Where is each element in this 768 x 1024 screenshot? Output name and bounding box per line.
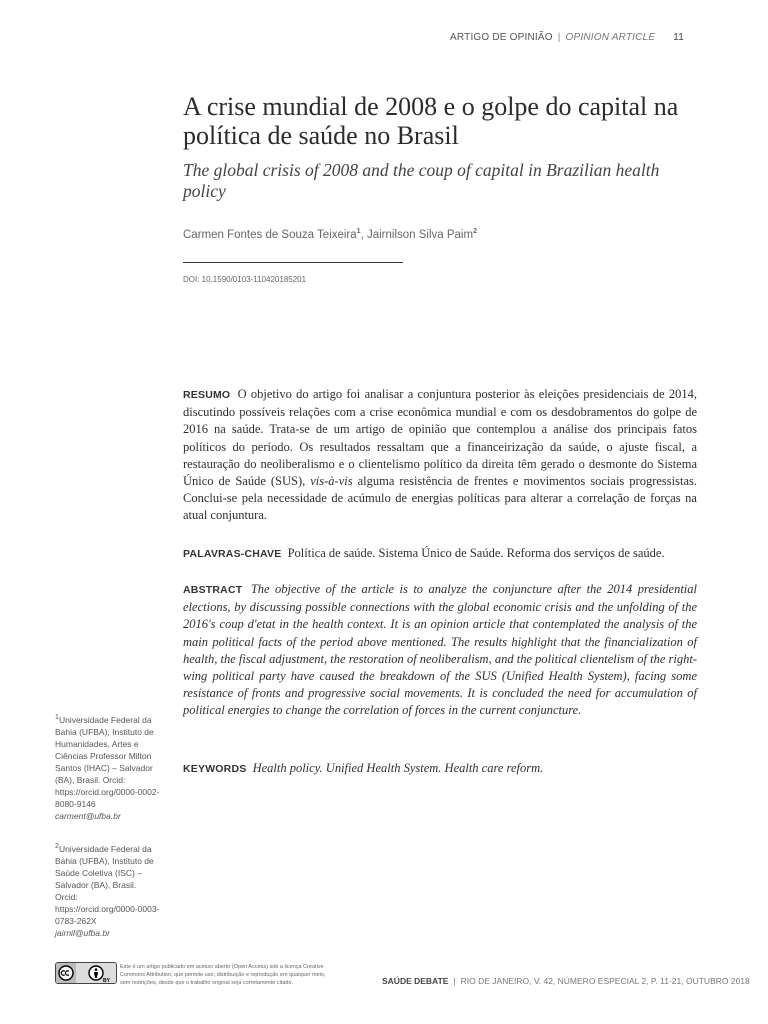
resumo-label: RESUMO	[183, 389, 231, 401]
abstract-label: ABSTRACT	[183, 584, 243, 596]
header-separator: |	[557, 32, 561, 43]
resumo-text-italic: vis-à-vis	[310, 474, 353, 489]
attribution-icon	[76, 963, 116, 983]
journal-citation: RIO DE JANEIRO, V. 42, NÚMERO ESPECIAL 2, P. 11-21, OUTUBRO 2018	[460, 976, 750, 986]
author-affiliation-marker: 2	[473, 228, 477, 235]
affiliation-text: Universidade Federal da Bahia (UFBA), Instituto de Humanidades, Artes e Ciências Professor Milton Santos (IHAC) – Salvador (BA), Brasil. Orcid: https://orcid.org/0000-0002-8080-9146	[55, 714, 160, 809]
article-subtitle: The global crisis of 2008 and the coup of capital in Brazilian health policy	[183, 160, 660, 201]
palavras-chave-label: PALAVRAS-CHAVE	[183, 548, 282, 560]
cc-icon	[56, 963, 76, 983]
abstract-paragraph	[183, 581, 697, 720]
header-section: ARTIGO DE OPINIÃO	[450, 32, 553, 43]
doi-link[interactable]: DOI: 10.1590/0103-110420185201	[183, 275, 307, 284]
affiliation-1	[55, 711, 160, 822]
author-separator: ,	[360, 228, 367, 241]
resumo-paragraph	[183, 386, 697, 525]
divider-rule	[183, 262, 403, 263]
keywords-paragraph	[183, 760, 697, 778]
affiliation-text: Universidade Federal da Bahia (UFBA), Instituto de Saúde Coletiva (ISC) – Salvador (BA), Brasil. Orcid: https://orcid.org/0000-0003-0783-262X	[55, 843, 160, 926]
page-footer	[382, 976, 750, 986]
palavras-chave-text: Política de saúde. Sistema Único de Saúde. Reforma dos serviços de saúde.	[287, 546, 665, 560]
keywords-label: KEYWORDS	[183, 763, 247, 775]
journal-name: SAÚDE DEBATE	[382, 976, 449, 986]
author-name: Jairnilson Silva Paim	[366, 228, 474, 241]
palavras-chave-paragraph	[183, 545, 697, 563]
running-header	[450, 32, 684, 43]
author-affiliation-marker: 1	[356, 228, 361, 235]
author-list	[183, 228, 477, 241]
creative-commons-badge[interactable]	[55, 962, 117, 984]
license-text: Este é um artigo publicado em acesso aberto (Open Access) sob a licença Creative Commons Attribution, que permite uso, distribuição e reprodução em qualquer meio, sem restrições, desde que o trabalho original seja corretamente citado.	[120, 964, 326, 986]
cc-by-label: BY	[103, 978, 110, 984]
affiliation-2	[55, 840, 160, 939]
resumo-text: O objetivo do artigo foi analisar a conjuntura posterior às eleições presidenciais de 2014, discutindo possíveis relações com a crise econômica mundial e com os desdobramentos do golpe de 2016 na saúde. Trata-se de um artigo de opinião que contemplou a análise dos principais fatos políticos do período. Os resultados ressaltam que a financeirização da saúde, o ajuste fiscal, a restauração do neoliberalismo e o clientelismo político da direita têm gerado o desmonte do Sistema Único de Saúde (SUS),	[183, 387, 698, 489]
resumo-text-end: alguma resistência de frentes e movimentos sociais progressistas. Conclui-se pela necessidade de acúmulo de energias políticas para alterar a correlação de forças na atual conjuntura.	[183, 474, 697, 523]
abstract-text: The objective of the article is to analyze the conjuncture after the 2014 presidential elections, by discussing possible connections with the global economic crisis and the unfolding of the 2016's coup d'etat in the health context. It is an opinion article that contemplated the analysis of the main political facts of the period above mentioned. The results highlight that the financialization of health, the fiscal adjustment, the restoration of neoliberalism, and the political clientelism of the right-wing political party have caused the breakdown of the SUS (Unified Health System), facing some resistance of fronts and progressive social movements. It is concluded the need for accumulation of political energies to change the correlation of forces in the current conjuncture.	[183, 582, 698, 718]
affiliation-marker: 1	[55, 713, 59, 721]
affiliation-marker: 2	[55, 842, 59, 850]
header-section-en: OPINION ARTICLE	[565, 32, 656, 43]
author-email[interactable]: carment@ufba.br	[55, 810, 121, 821]
article-title: A crise mundial de 2008 e o golpe do capital na política de saúde no Brasil	[183, 92, 679, 150]
keywords-text: Health policy. Unified Health System. Health care reform.	[252, 761, 544, 775]
footer-separator: |	[453, 976, 456, 986]
author-email[interactable]: jairnil@ufba.br	[55, 927, 110, 938]
page-number: 11	[673, 32, 684, 43]
author-name: Carmen Fontes de Souza Teixeira	[183, 228, 357, 241]
